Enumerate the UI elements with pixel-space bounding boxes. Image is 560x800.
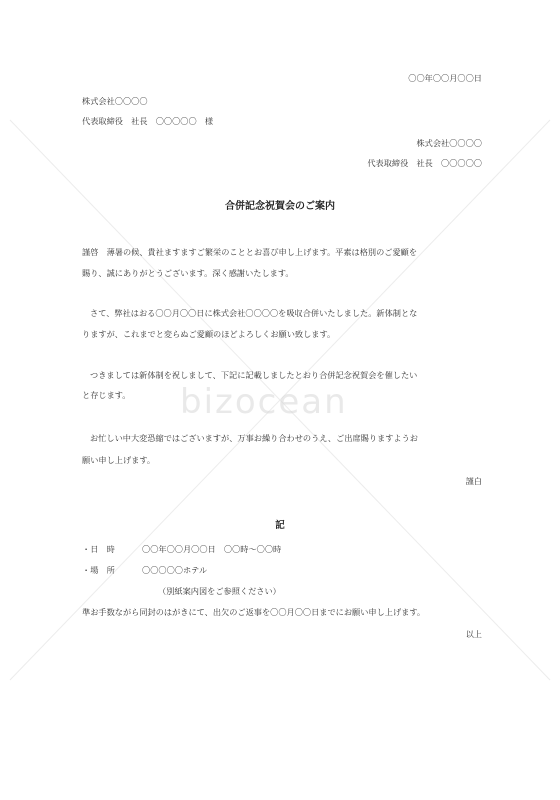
datetime-label: ・日 時 [82,544,115,554]
sender-person: 代表取締役 社長 〇〇〇〇〇 [367,158,482,168]
place-note: （別紙案内図をご参照ください） [158,586,281,596]
recipient-company: 株式会社〇〇〇〇 [82,96,148,106]
document-title: 合併記念祝賀会のご案内 [225,201,335,212]
rsvp-line: 準お手数ながら同封のはがきにて、出欠のご返事を〇〇月〇〇日までにお願い申し上げます。 [82,607,426,617]
body-line-1: 謹啓 薄暑の候、貴社ますますご繁栄のこととお喜び申し上げます。平素は格別のご愛顧を [82,247,418,257]
end-text: 以上 [465,629,482,639]
body-line-5: つきましては新体制を祝しまして、下記に記載しましたとおり合併記念祝賀会を催したい [90,370,418,380]
datetime-value: 〇〇年〇〇月〇〇日 〇〇時～〇〇時 [142,544,282,554]
place-value: 〇〇〇〇〇ホテル [142,565,208,575]
body-line-7: お忙しい中大変恐縮ではございますが、万事お繰り合わせのうえ、ご出席賜りますようお [90,433,418,443]
closing-text: 謹白 [465,476,482,486]
body-line-8: 願い申し上げます。 [82,455,156,465]
place-label: ・場 所 [82,565,115,575]
watermark-logo: bizocean [180,382,348,422]
body-line-6: と存じます。 [82,390,131,400]
document-date: 〇〇年〇〇月〇〇日 [408,73,482,83]
body-line-4: りますが、これまでと変らぬご愛顧のほどよろしくお願い致します。 [82,329,336,339]
body-line-2: 賜り、誠にありがとうございます。深く感謝いたします。 [82,268,294,278]
body-line-3: さて、弊社はおる〇〇月〇〇日に株式会社〇〇〇〇を吸収合併いたしました。新体制とな [90,308,418,318]
recipient-person: 代表取締役 社長 〇〇〇〇〇 様 [82,116,214,126]
ki-heading: 記 [275,520,285,531]
sender-company: 株式会社〇〇〇〇 [416,138,482,148]
